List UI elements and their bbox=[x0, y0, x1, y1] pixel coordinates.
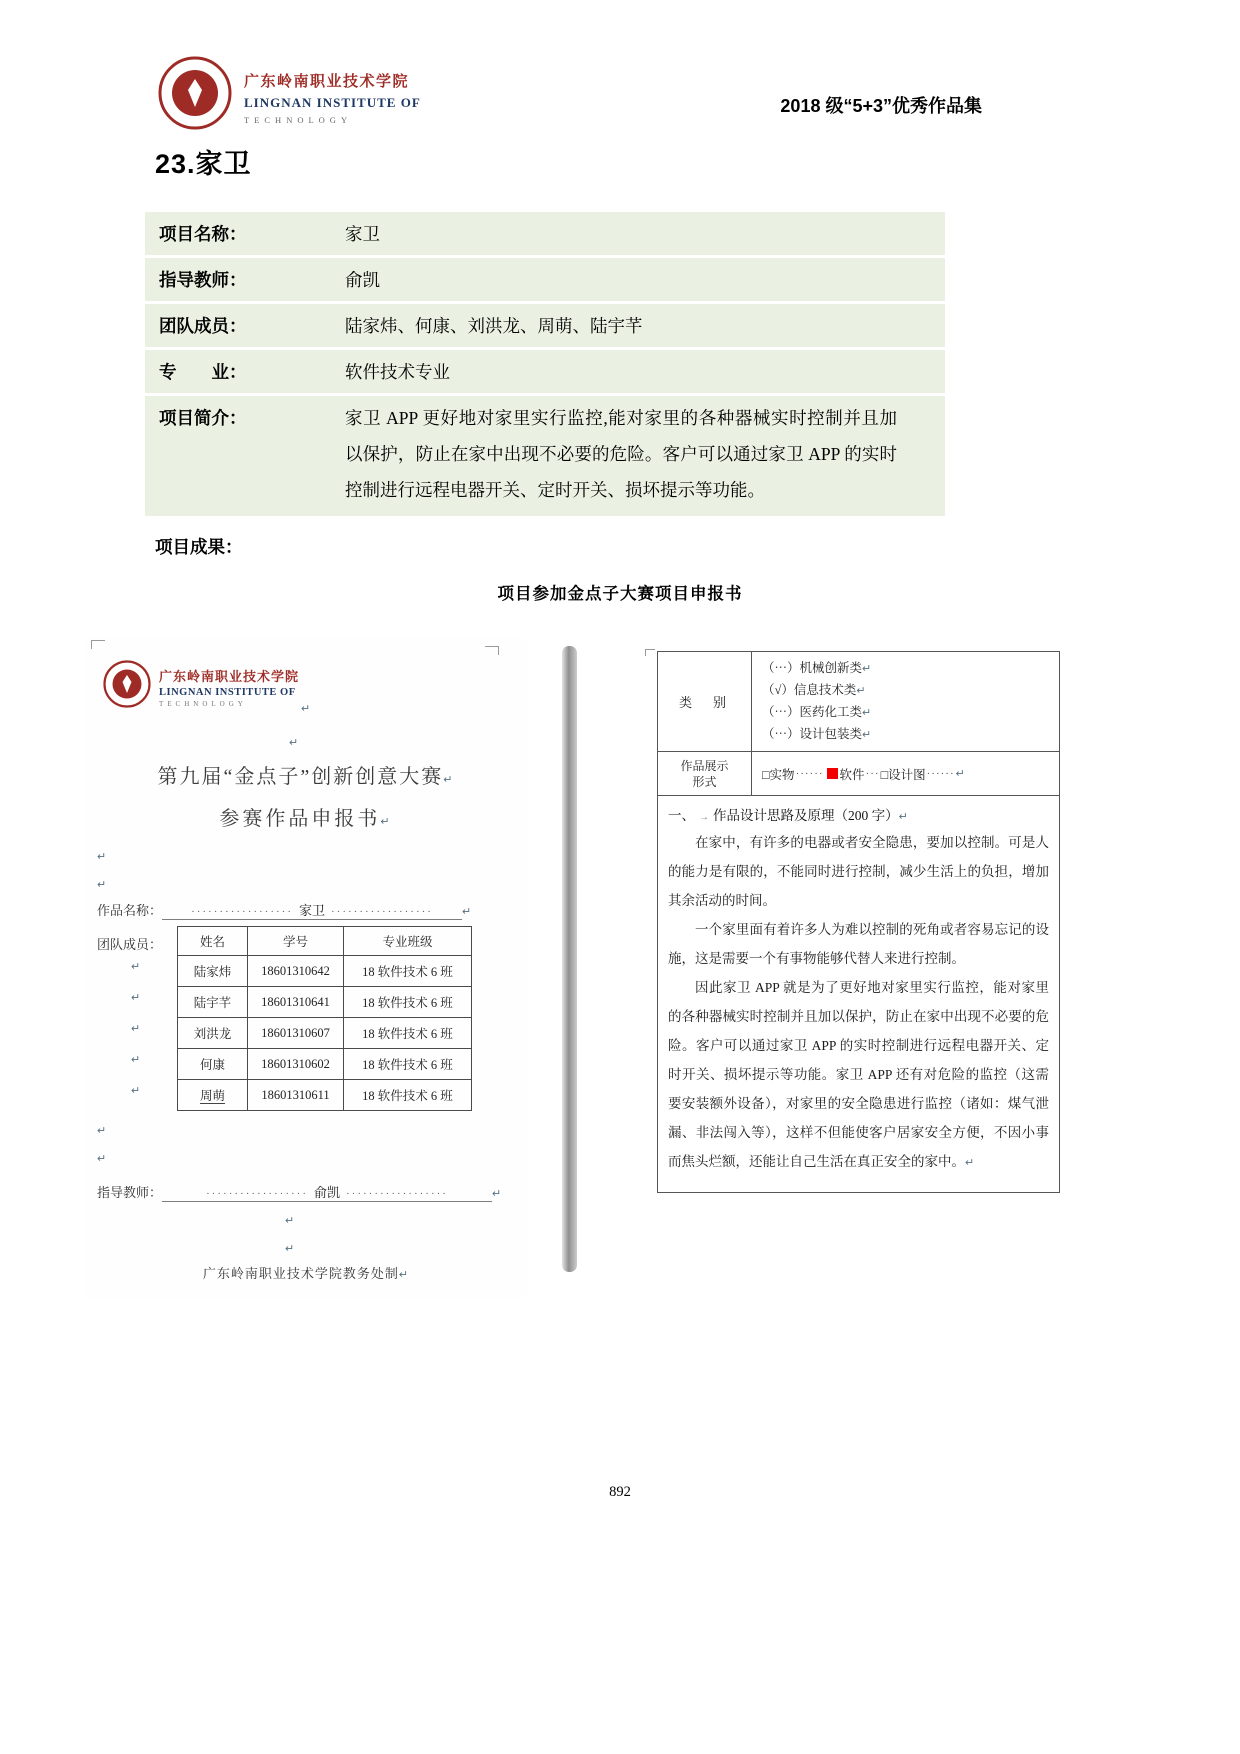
university-logo-text bbox=[159, 666, 299, 708]
checkbox-design: □设计图 bbox=[880, 767, 926, 782]
member-id: 18601310602 bbox=[248, 1049, 344, 1080]
paragraph-text: 一个家里面有着许多人为难以控制的死角或者容易忘记的设施，这是需要一个有事物能够代替人来进行控制。 bbox=[668, 922, 1049, 966]
member-id: 18601310642 bbox=[248, 956, 344, 987]
display-format-label-line2: 形式 bbox=[692, 775, 717, 789]
category-options bbox=[752, 652, 1059, 751]
software-selected-checkbox-icon bbox=[827, 768, 838, 779]
info-row-advisor bbox=[145, 258, 945, 304]
category-option bbox=[762, 724, 1049, 746]
member-name: 刘洪龙 bbox=[178, 1018, 248, 1049]
member-name: 陆宇芊 bbox=[178, 987, 248, 1018]
checkbox-software-label: 软件 bbox=[839, 767, 865, 782]
member-class: 18 软件技术 6 班 bbox=[344, 956, 472, 987]
leader-dots: ······ bbox=[795, 767, 824, 780]
info-label: 项目简介： bbox=[159, 408, 247, 428]
design-principle-heading bbox=[668, 804, 1049, 824]
body-paragraph bbox=[668, 828, 1049, 915]
member-class: 18 软件技术 6 班 bbox=[344, 1018, 472, 1049]
work-name-row bbox=[97, 900, 471, 920]
leader-dots: ·················· bbox=[206, 1188, 308, 1200]
university-name-en: LINGNAN INSTITUTE OF bbox=[244, 95, 421, 110]
leader-dots: ··· bbox=[865, 767, 880, 780]
paragraph-mark: ↵ bbox=[131, 1085, 141, 1097]
col-header-name: 姓名 bbox=[178, 927, 248, 956]
work-name-label: 作品名称： bbox=[97, 903, 163, 918]
paragraph-mark: ↵ bbox=[965, 1157, 975, 1169]
display-format-row bbox=[658, 752, 1059, 796]
paragraph-mark: ↵ bbox=[462, 906, 472, 918]
project-info-table bbox=[145, 212, 945, 516]
table-row bbox=[178, 1080, 472, 1111]
info-value: 陆家炜、何康、刘洪龙、周萌、陆宇芊 bbox=[345, 316, 643, 336]
table-row bbox=[178, 956, 472, 987]
info-row-team bbox=[145, 304, 945, 350]
team-members-table bbox=[177, 926, 472, 1111]
paragraph-mark: ↵ bbox=[285, 1215, 295, 1227]
table-row bbox=[178, 987, 472, 1018]
form-table bbox=[657, 651, 1060, 1193]
section-title: 23.家卫 bbox=[155, 149, 252, 179]
page-number: 892 bbox=[609, 1484, 631, 1500]
info-row-major bbox=[145, 350, 945, 396]
form-title-line2 bbox=[85, 802, 527, 831]
university-name-en-2: TECHNOLOGY bbox=[159, 700, 247, 708]
category-option-label: （⋯）机械创新类 bbox=[762, 661, 863, 675]
member-id: 18601310641 bbox=[248, 987, 344, 1018]
attachment-title: 项目参加金点子大赛项目申报书 bbox=[497, 584, 743, 603]
paragraph-text: 因此家卫 APP 就是为了更好地对家里实行监控，能对家里的各种器械实时控制并且加以保护，防止在家中出现不必要的危险。客户可以通过家卫 APP 的实时控制进行远程电器开关、定时开关、损坏提示等功能。家卫 APP 还有对危险的监控（这需要安装额外设备），对家里的安全隐患进行监控（诸如：煤气泄漏、非法闯入等），这样不但能使客户居家安全方便，不因小事而焦头烂额，还能让自己生活在真正安全的家中。 bbox=[668, 980, 1049, 1169]
paragraph-mark: ↵ bbox=[97, 879, 107, 891]
category-option-label: （√）信息技术类 bbox=[762, 683, 857, 697]
university-logo-text bbox=[244, 70, 421, 125]
paragraph-mark: ↵ bbox=[131, 1054, 141, 1066]
form-title-text: 第九届“金点子”创新创意大赛 bbox=[157, 766, 444, 788]
leader-dots: ·················· bbox=[191, 906, 293, 918]
info-value: 软件技术专业 bbox=[345, 362, 450, 382]
member-name bbox=[178, 1080, 248, 1111]
paragraph-mark: ↵ bbox=[97, 1153, 107, 1165]
info-label: 专 业： bbox=[159, 362, 247, 382]
display-format-options bbox=[752, 752, 1059, 795]
info-value: 家卫 bbox=[345, 224, 380, 244]
advisor-label: 指导教师： bbox=[97, 1185, 163, 1200]
info-label: 指导教师： bbox=[159, 270, 247, 290]
member-name: 何康 bbox=[178, 1049, 248, 1080]
paragraph-mark: ↵ bbox=[289, 737, 299, 749]
category-option bbox=[762, 702, 1049, 724]
category-label: 类 别 bbox=[658, 652, 752, 751]
table-row bbox=[178, 1018, 472, 1049]
paragraph-mark: ↵ bbox=[898, 811, 908, 823]
table-row bbox=[178, 1049, 472, 1080]
advisor-line bbox=[162, 1182, 492, 1202]
body-paragraph bbox=[668, 973, 1049, 1178]
info-label: 项目名称： bbox=[159, 224, 247, 244]
member-name-text: 周萌 bbox=[199, 1089, 225, 1103]
paragraph-mark: ↵ bbox=[492, 1188, 502, 1200]
paragraph-mark: ↵ bbox=[97, 851, 107, 863]
category-option-selected bbox=[762, 680, 1049, 702]
paragraph-mark: ↵ bbox=[443, 774, 455, 786]
paragraph-mark: ↵ bbox=[301, 703, 311, 715]
paragraph-text: 在家中，有许多的电器或者安全隐患，要加以控制。可是人的能力是有限的，不能同时进行控制，减少生活上的负担，增加其余活动的时间。 bbox=[668, 835, 1049, 908]
form-title-text: 参赛作品申报书 bbox=[219, 808, 381, 830]
category-row bbox=[658, 652, 1059, 752]
member-id: 18601310607 bbox=[248, 1018, 344, 1049]
info-value: 家卫 APP 更好地对家里实行监控,能对家里的各种器械实时控制并且加以保护，防止在家中出现不必要的危险。客户可以通过家卫 APP 的实时控制进行远程电器开关、定时开关、损坏提示等功能。 bbox=[345, 408, 897, 500]
info-row-description bbox=[145, 396, 945, 516]
work-name-line bbox=[162, 900, 462, 920]
member-class: 18 软件技术 6 班 bbox=[344, 987, 472, 1018]
page-gutter-shadow bbox=[562, 646, 577, 1272]
info-row-project-name bbox=[145, 212, 945, 258]
work-name-value: 家卫 bbox=[299, 903, 326, 918]
collection-title: 2018 级“5+3”优秀作品集 bbox=[780, 96, 982, 116]
col-header-student-id: 学号 bbox=[248, 927, 344, 956]
team-members-label: 团队成员： bbox=[97, 937, 163, 952]
advisor-value: 俞凯 bbox=[314, 1185, 341, 1200]
paragraph-mark: ↵ bbox=[398, 1269, 410, 1281]
university-seal-icon bbox=[103, 660, 151, 708]
design-principle-section bbox=[658, 796, 1059, 1192]
col-header-class: 专业班级 bbox=[344, 927, 472, 956]
advisor-row bbox=[97, 1182, 501, 1202]
member-class: 18 软件技术 6 班 bbox=[344, 1080, 472, 1111]
member-name: 陆家炜 bbox=[178, 956, 248, 987]
paragraph-mark: ↵ bbox=[131, 961, 141, 973]
category-option bbox=[762, 658, 1049, 680]
university-seal-icon bbox=[158, 56, 232, 130]
scan-corner-mark bbox=[645, 649, 655, 656]
paragraph-mark: ↵ bbox=[131, 1023, 141, 1035]
university-name-en-2: TECHNOLOGY bbox=[244, 115, 353, 125]
leader-dots: ······ bbox=[926, 767, 955, 780]
checkbox-physical: □实物 bbox=[762, 767, 795, 782]
university-name-cn: 广东岭南职业技术学院 bbox=[244, 73, 410, 90]
university-name-en: LINGNAN INSTITUTE OF bbox=[159, 687, 296, 698]
form-title-line1 bbox=[85, 760, 527, 789]
category-option-label: （⋯）设计包装类 bbox=[762, 727, 863, 741]
form-footer bbox=[85, 1263, 527, 1282]
paragraph-mark: ↵ bbox=[285, 1243, 295, 1255]
paragraph-mark: ↵ bbox=[856, 685, 866, 697]
paragraph-mark: ↵ bbox=[131, 992, 141, 1004]
heading-text: 作品设计思路及原理（200 字） bbox=[713, 808, 899, 823]
form-footer-text: 广东岭南职业技术学院教务处制 bbox=[202, 1266, 399, 1281]
scan-corner-mark bbox=[485, 646, 499, 655]
info-value: 俞凯 bbox=[345, 270, 380, 290]
display-format-label bbox=[658, 752, 752, 795]
paragraph-mark: ↵ bbox=[862, 707, 872, 719]
heading-number: 一、 bbox=[668, 808, 695, 823]
university-name-cn: 广东岭南职业技术学院 bbox=[159, 669, 300, 684]
paragraph-mark: ↵ bbox=[862, 729, 872, 741]
category-option-label: （⋯）医药化工类 bbox=[762, 705, 863, 719]
member-class: 18 软件技术 6 班 bbox=[344, 1049, 472, 1080]
results-label: 项目成果： bbox=[155, 537, 243, 557]
display-format-label-line1: 作品展示 bbox=[680, 759, 729, 773]
table-header-row bbox=[178, 927, 472, 956]
scan-corner-mark bbox=[91, 640, 105, 649]
info-label: 团队成员： bbox=[159, 316, 247, 336]
body-paragraph bbox=[668, 915, 1049, 973]
leader-dots: ·················· bbox=[331, 906, 433, 918]
application-form-scan-page1 bbox=[85, 638, 527, 1298]
tab-mark: → bbox=[699, 812, 709, 823]
leader-dots: ·················· bbox=[346, 1188, 448, 1200]
paragraph-mark: ↵ bbox=[862, 663, 872, 675]
paragraph-mark: ↵ bbox=[955, 768, 965, 780]
paragraph-mark: ↵ bbox=[97, 1125, 107, 1137]
paragraph-mark: ↵ bbox=[380, 816, 393, 828]
member-id: 18601310611 bbox=[248, 1080, 344, 1111]
